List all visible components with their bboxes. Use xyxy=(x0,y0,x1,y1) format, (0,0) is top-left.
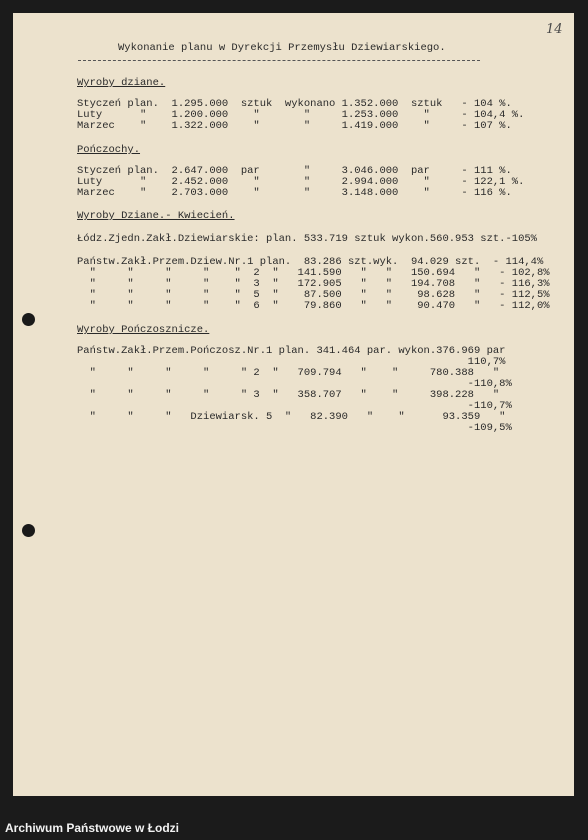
table-row: Państw.Zakł.Przem.Dziew.Nr.1 plan. 83.286 szt.wyk. 94.029 szt. - 114,4% xyxy=(77,256,544,268)
table-row-percent: -110,7% xyxy=(77,400,512,412)
table-row-percent: 110,7% xyxy=(77,356,506,368)
table-row: " " " " " 6 " 79.860 " " 90.470 " - 112,0% xyxy=(77,300,550,312)
section-heading-wyroby-dziane-kwiecien: Wyroby Dziane.- Kwiecień. xyxy=(77,210,235,222)
table-row-percent: -110,8% xyxy=(77,378,512,390)
archive-footer-label: Archiwum Państwowe w Łodzi xyxy=(5,821,180,835)
table-row: " " " " " 2 " 141.590 " " 150.694 " - 102,8% xyxy=(77,267,550,279)
section-heading-wyroby-dziane: Wyroby dziane. xyxy=(77,77,166,89)
table-row: Styczeń plan. 2.647.000 par " 3.046.000 par - 111 %. xyxy=(77,165,512,177)
table-row: " " " " " 3 " 172.905 " " 194.708 " - 116,3% xyxy=(77,278,550,290)
title-underline xyxy=(78,60,480,61)
table-row: Luty " 2.452.000 " " 2.994.000 " - 122,1 %. xyxy=(77,176,525,188)
table-row: Luty " 1.200.000 " " 1.253.000 " - 104,4 %. xyxy=(77,109,525,121)
table-row: Styczeń plan. 1.295.000 sztuk wykonano 1.352.000 sztuk - 104 %. xyxy=(77,98,512,110)
page-number-mark: 14 xyxy=(546,22,563,37)
section-heading-wyroby-ponczosznicze: Wyroby Pończosznicze. xyxy=(77,324,210,336)
table-row-percent: -109,5% xyxy=(77,422,512,434)
section-heading-ponczochy: Pończochy. xyxy=(77,144,141,156)
table-row: " " " " " 5 " 87.500 " " 98.628 " - 112,5% xyxy=(77,289,550,301)
punch-hole-top xyxy=(22,313,35,326)
punch-hole-bottom xyxy=(22,524,35,537)
table-row: " " " Dziewiarsk. 5 " 82.390 " " 93.359 " xyxy=(77,411,506,423)
table-row: Państw.Zakł.Przem.Pończosz.Nr.1 plan. 341.464 par. wykon.376.969 par xyxy=(77,345,506,357)
table-row: " " " " " 2 " 709.794 " " 780.388 " xyxy=(77,367,500,379)
table-row: " " " " " 3 " 358.707 " " 398.228 " xyxy=(77,389,500,401)
document-title: Wykonanie planu w Dyrekcji Przemysłu Dziewiarskiego. xyxy=(118,42,446,54)
table-row: Marzec " 2.703.000 " " 3.148.000 " - 116 %. xyxy=(77,187,512,199)
summary-row-lodz: Łódz.Zjedn.Zakł.Dziewiarskie: plan. 533.719 sztuk wykon.560.953 szt.-105% xyxy=(77,233,537,245)
table-row: Marzec " 1.322.000 " " 1.419.000 " - 107 %. xyxy=(77,120,512,132)
